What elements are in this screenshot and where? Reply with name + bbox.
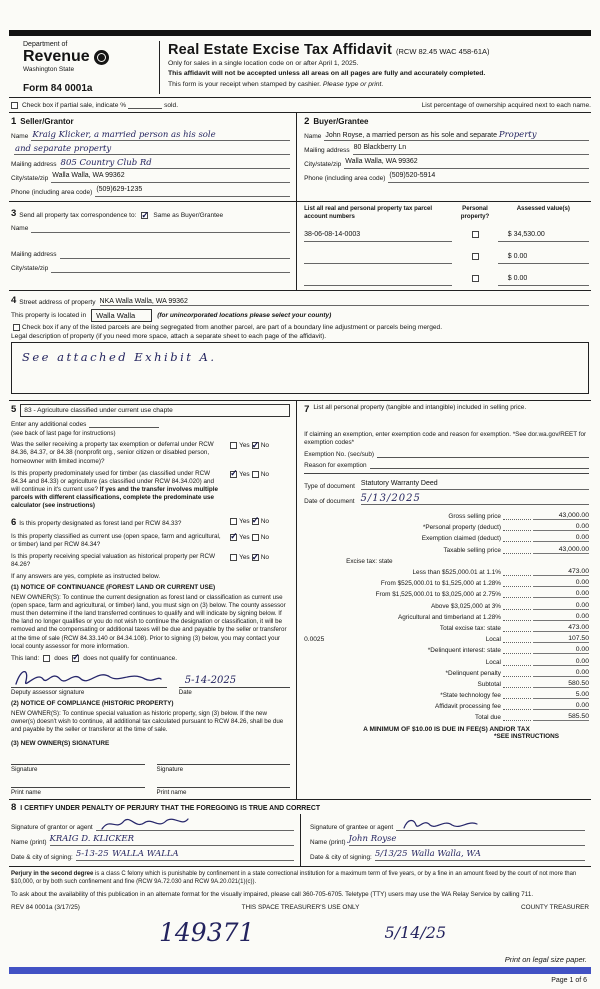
tax-row-label: Excise tax: state	[346, 557, 393, 565]
buyer-title: Buyer/Grantee	[313, 117, 369, 126]
grantor-name-field[interactable]: KRAIG D. KLICKER	[50, 834, 294, 846]
new-owner-print-name-1[interactable]	[11, 779, 145, 788]
section2-number: 2	[304, 116, 310, 127]
personal-property-checkbox[interactable]	[472, 275, 479, 282]
dot-leader	[503, 658, 531, 666]
agency-block	[9, 41, 159, 94]
tax-row-value: 0.00	[533, 590, 589, 598]
street-field[interactable]: NKA Walla Walla, WA 99362	[100, 298, 589, 306]
tax-row-value: 585.50	[533, 713, 589, 721]
segregated-label: Check box if any of the listed parcels are being segregated from another parcel, are part of a boundary line adjustment or parcels being merged.	[22, 324, 443, 332]
same-as-buyer-label: Same as Buyer/Grantee	[153, 212, 224, 219]
additional-codes-field[interactable]	[89, 420, 159, 428]
doc-type-label: Type of document	[304, 482, 355, 490]
tax-row-value: 0.00	[533, 613, 589, 621]
tax-row-label: *Delinquent penalty	[445, 669, 501, 677]
state-line: Washington State	[23, 66, 75, 73]
dot-leader	[503, 568, 531, 576]
tax-row-label: From $1,525,000.01 to $3,025,000 at 2.75%	[375, 591, 501, 599]
left-column: 5 83 - Agriculture classified under current use chapte Enter any additional codes (see back of last page for instructions) Was the seller receiving a property tax exemption or deferral under RCW 84.36, 84.37, or 84.38 (nonprofit org., senior citizen or disabled person, homeowner with limited income)? Yes ✓ No Is this property predominately used for timber (as classified under RCW 84.34 and 84.33) or agriculture (as classified under RCW 84.34.020) and will continue in it's current use? If yes and the transfer involves multiple parcels with different classifications, complete the predominate use calculator (see instructions) ✓ Yes No 6 Is this property designated as forest land per RCW 84.33? Yes ✓ No Is this property classified as current use (open space, farm and agricultural, or timber) land per RCW 84.34? ✓ Yes No Is this property receiving special valuation as historical property per RCW 84.26? Yes ✓ No If any answers are yes, complete as instructed below. (1) NOTICE OF CONTINUANCE (FOREST LAND OR CURRENT USE) NEW OWNER(S): To continue the current designation as forest land or classification as current use (open space, farm and agricultural, or timber) land, you must sign on (3) below. The county assessor must then determine if the land transferred continues to qualify and will indicate by signing below. If the land no longer qualifies or you do not wish to continue the designation or classification, it will be removed and the compensating or additional taxes will be due and payable by the seller or transferor at the time of sale (RCW 84.33.140 or 84.34.108). Prior to signing (3) below, you may contact your local county assessor for more information. This land: does ✓ does not qualify for continuance. Deputy assessor signature 5-14-2025 Date (2) NOTICE OF COMPLIANCE (HISTORIC PROPERTY) NEW OWNER(S): To continue special valuation as historic property, sign (3) below. If the new owner(s) doesn't wish to continue, all additional tax calculated pursuant to RCW 84.26, shall be due and payable by the seller or transferor at the time of sale. (3) NEW OWNER(S) SIGNATURE Signature Signature Print name Print name	[9, 401, 297, 798]
header-note-1: Only for sales in a single location code on or after April 1, 2025.	[168, 60, 359, 67]
exemption-note: If claiming an exemption, enter exemption code and reason for exemption. *See dor.wa.gov/REET for exemption codes*	[304, 430, 587, 446]
doc-date-field[interactable]: 5/13/2025	[361, 493, 589, 505]
tax-row-value: 0.00	[533, 579, 589, 587]
seller-title: Seller/Grantor	[20, 117, 74, 126]
correspondence-label: Send all property tax correspondence to:	[19, 212, 137, 219]
tax-row	[304, 565, 589, 576]
located-county-box[interactable]: Walla Walla	[91, 309, 152, 322]
partial-percent-field[interactable]	[128, 101, 162, 109]
grantee-signature-line[interactable]	[396, 818, 585, 831]
new-owner-signature-1[interactable]	[11, 755, 145, 765]
s7-intro: List all personal property (tangible and intangible) included in selling price.	[313, 404, 527, 412]
tax-row	[304, 509, 589, 520]
dot-leader	[503, 702, 531, 710]
bottom-scan-bar	[9, 967, 591, 974]
tax-table	[304, 509, 589, 722]
tax-row	[304, 666, 589, 677]
tax-row-label: Agricultural and timberland at 1.28%	[397, 613, 501, 621]
print-note: Print on legal size paper.	[504, 954, 587, 964]
seller-phone-label: Phone (including area code)	[11, 189, 93, 196]
main-columns	[9, 401, 591, 799]
tax-row	[304, 598, 589, 609]
dot-leader	[503, 691, 531, 699]
perjury-warning: Perjury in the second degree is a class C felony which is punishable by confinement in a state correctional institution for a maximum term of five years, or by a fine in an amount fixed by the court of not more than $10,000, or by both such confinement and fine (RCW 9A.72.030 and RCW 9A.20.021(1)(c)).	[11, 870, 577, 885]
new-owner-print-name-2[interactable]	[157, 779, 291, 788]
minimum-due-note: A MINIMUM OF $10.00 IS DUE IN FEE(S) AND/OR TAX	[363, 726, 530, 734]
deputy-assessor-signature	[13, 666, 163, 690]
dot-leader	[503, 613, 531, 621]
deputy-assessor-label: Deputy assessor signature	[11, 688, 85, 696]
dot-leader	[503, 713, 531, 721]
tax-row-value: 0.00	[533, 602, 589, 610]
tax-row-value: 580.50	[533, 680, 589, 688]
dept-line: Department of	[23, 41, 68, 48]
form-number: Form 84 0001a	[23, 83, 93, 94]
deputy-date-line[interactable]	[179, 672, 290, 688]
grantor-signing-block	[9, 814, 300, 866]
seller-city-label: City/state/zip	[11, 175, 49, 182]
located-note: (for unincorporated locations please select your county)	[157, 312, 332, 320]
dot-leader	[503, 680, 531, 688]
deputy-date-value: 5-14-2025	[184, 674, 237, 686]
tax-row-label: Less than $525,000.01 at 1.1%	[412, 569, 501, 577]
tax-row-value: 0.00	[533, 669, 589, 677]
segregated-checkbox[interactable]	[13, 324, 20, 331]
parcel-row	[304, 224, 589, 242]
section3-number: 3	[11, 208, 17, 219]
partial-sold-label: sold.	[164, 101, 179, 109]
dot-leader	[503, 635, 531, 643]
land-qualify-row: This land: does ✓ does not qualify for continuance.	[11, 655, 290, 662]
tax-row	[304, 677, 589, 688]
dot-leader	[503, 669, 531, 677]
corr-name-label: Name	[11, 225, 29, 232]
parcel-col3-header: Assessed value(s)	[516, 205, 570, 212]
dot-leader	[503, 512, 531, 520]
rev-number: REV 84 0001a (3/17/25)	[11, 903, 80, 911]
parcel-col1-header: List all real and personal property tax parcel account numbers	[304, 205, 433, 220]
header-note-2: This affidavit will not be accepted unless all areas on all pages are fully and accurately completed.	[168, 70, 486, 78]
tax-row-label: Local	[485, 636, 501, 644]
certification-section	[9, 800, 591, 867]
land-does-checkbox[interactable]	[43, 655, 50, 662]
deputy-assessor-signature-line[interactable]	[11, 672, 167, 688]
right-column	[297, 401, 591, 798]
tax-row-label: Taxable selling price	[443, 546, 501, 554]
s6-q2-text: Is this property classified as current use (open space, farm and agricultural, or timber) land per RCW 84.34?	[11, 532, 221, 549]
s6-q1-no-checkbox[interactable]	[252, 518, 259, 525]
personal-property-checkbox[interactable]	[472, 231, 479, 238]
header-note-3: This form is your receipt when stamped by cashier. Please type or print.	[168, 80, 384, 88]
s5-q1-text: Was the seller receiving a property tax exemption or deferral under RCW 84.36, 84.37, or 84.38 (nonprofit org., senior citizen or disabled person, homeowner with limited income)?	[11, 441, 214, 465]
tax-row	[304, 542, 589, 553]
tax-row	[304, 587, 589, 598]
s6-q1-yes-checkbox[interactable]	[230, 518, 237, 525]
property-section	[9, 291, 591, 401]
notice3-title: (3) NEW OWNER(S) SIGNATURE	[11, 739, 110, 747]
tax-row-value: 0.00	[533, 523, 589, 531]
buyer-name-field[interactable]: John Royse, a married person as his sole and separate Property	[324, 130, 589, 141]
agency-name: Revenue	[23, 48, 90, 65]
s6-q2-no-checkbox[interactable]	[252, 534, 259, 541]
s6-q2-yes-checkbox[interactable]	[230, 534, 237, 541]
legal-description-label: Legal description of property (if you need more space, attach a separate sheet to each page of the affidavit).	[11, 333, 327, 341]
tax-row-label: Exemption claimed (deduct)	[421, 535, 501, 543]
local-rate: 0.0025	[304, 636, 325, 644]
tax-row	[304, 554, 589, 565]
parcel-number-field[interactable]	[304, 275, 452, 286]
form-title-ref: (RCW 82.45 WAC 458-61A)	[396, 47, 490, 56]
certify-statement: I CERTIFY UNDER PENALTY OF PERJURY THAT THE FOREGOING IS TRUE AND CORRECT	[20, 804, 321, 812]
exemption-no-field[interactable]	[377, 450, 589, 458]
ownership-percent-note: List percentage of ownership acquired next to each name.	[421, 101, 591, 109]
grantee-name-label: Name (print)	[310, 838, 346, 846]
additional-codes-note: (see back of last page for instructions)	[11, 430, 116, 438]
tax-row-label: Local	[485, 658, 501, 666]
corr-mailing-field[interactable]	[60, 248, 291, 259]
tax-row-label: Subtotal	[477, 680, 501, 688]
additional-codes-label: Enter any additional codes	[11, 421, 87, 429]
partial-sale-label: Check box if partial sale, indicate %	[22, 101, 127, 109]
buyer-mailing-field[interactable]: 80 Blackberry Ln	[353, 144, 589, 155]
tax-row	[304, 710, 589, 721]
s5-q2-text: Is this property predominately used for timber (as classified under RCW 84.34 and 84.33) or agriculture (as classified under RCW 84.34.020) and will continue in it's current use? If yes and the transfer involves multiple parcels with different classifications, complete the predominate use calculator (see instructions)	[11, 469, 218, 510]
tax-row-value: 107.50	[533, 635, 589, 643]
tax-row-label: From $525,000.01 to $1,525,000 at 1.28%	[380, 580, 501, 588]
exemption-reason-label: Reason for exemption	[304, 461, 367, 469]
same-as-buyer-checkbox[interactable]	[141, 212, 148, 219]
tax-row-value: 0.00	[533, 658, 589, 666]
personal-property-checkbox[interactable]	[472, 253, 479, 260]
treasurer-stamp-area	[9, 911, 591, 955]
title-block	[159, 41, 591, 94]
s6-instruction: If any answers are yes, complete as instructed below.	[11, 572, 161, 580]
dot-leader	[503, 534, 531, 542]
receipt-date: 5/14/25	[384, 923, 447, 943]
dot-leader	[503, 590, 531, 598]
tax-row-value: 0.00	[533, 646, 589, 654]
revenue-logo-icon	[94, 50, 109, 65]
tax-row-label: *State technology fee	[440, 692, 501, 700]
buyer-column	[297, 113, 591, 201]
grantor-signature	[100, 816, 190, 832]
parties-section	[9, 113, 591, 202]
tax-row-label: Total excise tax: state	[439, 624, 501, 632]
s6-q3-yes-checkbox[interactable]	[230, 554, 237, 561]
buyer-city-field[interactable]: Walla Walla, WA 99362	[344, 158, 589, 169]
tax-row	[304, 610, 589, 621]
buyer-name-label: Name	[304, 133, 322, 140]
grantee-signing-block	[300, 814, 591, 866]
parcel-col2-header: Personal property?	[460, 205, 490, 220]
doc-type-field[interactable]: Statutory Warranty Deed	[361, 480, 589, 490]
parcel-number-field[interactable]	[304, 253, 452, 264]
tax-row	[304, 654, 589, 665]
notice1-body: NEW OWNER(S): To continue the current designation as forest land or classification as current use (open space, farm and agricultural, or timber) land, you must sign on (3) below. The county assessor must then determine if the land transferred continues to qualify and will indicate by signing below. If the land no longer qualifies or you do not wish to continue the designation or classification, it will be removed and the compensating or additional taxes will be due and payable by the seller or transferor at the time of sale (RCW 84.33.140 or 84.34.108). Prior to signing (3) below, you may contact your local county assessor for more information.	[11, 593, 287, 650]
parcel-row	[304, 268, 589, 286]
assessed-value-field[interactable]: $ 0.00	[498, 275, 589, 286]
tax-row-label: *Delinquent interest: state	[427, 647, 501, 655]
parcel-table-column	[297, 202, 591, 290]
seller-mailing-field[interactable]: 805 Country Club Rd	[60, 158, 291, 169]
buyer-mailing-label: Mailing address	[304, 147, 350, 154]
grantee-date-label: Date & city of signing:	[310, 853, 372, 861]
grantee-sig-label: Signature of grantee or agent	[310, 823, 394, 831]
partial-sale-row	[9, 98, 591, 113]
tax-row-value: 0.00	[533, 534, 589, 542]
tax-row	[304, 531, 589, 542]
tax-row-label: Affidavit processing fee	[435, 703, 501, 711]
land-use-code-select[interactable]: 83 - Agriculture classified under current use chapte	[20, 404, 290, 417]
corr-city-field[interactable]	[51, 262, 290, 273]
partial-sale-checkbox[interactable]	[11, 102, 18, 109]
grantee-signature	[400, 816, 480, 832]
grantor-name-label: Name (print)	[11, 838, 47, 846]
tax-row-label: Above $3,025,000 at 3%	[430, 602, 501, 610]
county-treasurer-label: COUNTY TREASURER	[521, 903, 589, 911]
assessed-value-field[interactable]: $ 34,530.00	[498, 231, 589, 242]
s5-q2-no-checkbox[interactable]	[252, 471, 259, 478]
correspondence-section	[9, 202, 591, 291]
corr-name-field[interactable]	[31, 222, 290, 233]
tax-row	[304, 699, 589, 710]
dot-leader	[503, 523, 531, 531]
rev-row	[9, 900, 591, 911]
corr-city-label: City/state/zip	[11, 265, 49, 272]
tax-row	[304, 688, 589, 699]
tax-row	[304, 520, 589, 531]
dot-leader	[503, 646, 531, 654]
tax-row-label: *Personal property (deduct)	[422, 524, 501, 532]
corr-mailing-label: Mailing address	[11, 251, 57, 258]
personal-property-list-field[interactable]	[304, 417, 589, 429]
tax-row-value: 473.00	[533, 624, 589, 632]
s5-q1-yes-checkbox[interactable]	[230, 442, 237, 449]
s5-q2-yes-checkbox[interactable]	[230, 471, 237, 478]
dot-leader	[503, 602, 531, 610]
tax-row-value: 5.00	[533, 691, 589, 699]
deputy-date-label: Date	[178, 688, 192, 696]
see-instructions-note: *SEE INSTRUCTIONS	[494, 733, 559, 741]
parcel-row	[304, 246, 589, 264]
tax-row-label: Total due	[475, 714, 501, 722]
section8-number: 8	[11, 801, 17, 813]
assessed-value-field[interactable]: $ 0.00	[498, 253, 589, 264]
treasurer-space-label: THIS SPACE TREASURER'S USE ONLY	[241, 903, 360, 911]
section5-number: 5	[11, 404, 17, 416]
grantee-date-field[interactable]: 5/13/25 Walla Walla, WA	[375, 849, 585, 861]
land-does-not-checkbox[interactable]	[72, 655, 79, 662]
exemption-reason-field[interactable]	[370, 461, 589, 469]
tax-row-value: 0.00	[533, 702, 589, 710]
exemption-no-label: Exemption No. (sec/sub)	[304, 450, 375, 458]
s6-q3-text: Is this property receiving special valuation as historical property per RCW 84.26?	[11, 553, 216, 569]
notice2-title: (2) NOTICE OF COMPLIANCE (HISTORIC PROPERTY)	[11, 699, 174, 707]
s6-q3-no-checkbox[interactable]	[252, 554, 259, 561]
notice1-title: (1) NOTICE OF CONTINUANCE (FOREST LAND OR CURRENT USE)	[11, 583, 216, 591]
tax-row-value: 473.00	[533, 568, 589, 576]
s6-q1-text: 6 Is this property designated as forest land per RCW 84.33?	[11, 516, 182, 528]
land-label: This land:	[11, 654, 40, 662]
dot-leader	[503, 546, 531, 554]
grantor-sig-label: Signature of grantor or agent	[11, 823, 93, 831]
buyer-phone-label: Phone (including area code)	[304, 175, 386, 182]
grantor-signature-line[interactable]	[96, 818, 294, 831]
grantor-date-label: Date & city of signing:	[11, 853, 73, 861]
located-label: This property is located in	[11, 312, 87, 320]
street-label: Street address of property	[19, 299, 96, 307]
tax-row-value: 43,000.00	[533, 546, 589, 554]
page-number: Page 1 of 6	[551, 976, 587, 984]
seller-city-field[interactable]: Walla Walla, WA 99362	[51, 172, 290, 183]
parcel-number-field[interactable]: 38-06-08-14-0003	[304, 231, 452, 242]
tax-row	[304, 576, 589, 587]
dot-leader	[503, 624, 531, 632]
form-header	[9, 36, 591, 98]
accessibility-note: To ask about the availability of this publication in an alternate format for the visually impaired, please call 360-705-6705. Teletype (TTY) users may use the WA Relay Service by calling 711.	[11, 890, 534, 898]
tax-row	[304, 621, 589, 632]
seller-name-field-2[interactable]: and separate property	[14, 144, 290, 155]
form-title: Real Estate Excise Tax Affidavit	[168, 42, 392, 58]
grantor-date-field[interactable]: 5-13-25 WALLA WALLA	[76, 849, 294, 861]
section7-number: 7	[304, 404, 310, 416]
tax-row	[304, 643, 589, 654]
tax-row-value: 43,000.00	[533, 512, 589, 520]
s5-q1-no-checkbox[interactable]	[252, 442, 259, 449]
section1-number: 1	[11, 116, 17, 127]
seller-column	[9, 113, 297, 201]
legal-description-field[interactable]: See attached Exhibit A.	[11, 342, 589, 394]
dot-leader	[503, 579, 531, 587]
grantee-name-field[interactable]: John Royse	[349, 834, 585, 846]
buyer-city-label: City/state/zip	[304, 161, 342, 168]
tax-row	[304, 632, 589, 643]
seller-phone-field[interactable]: (509)629-1235	[95, 186, 290, 197]
divider	[304, 473, 589, 474]
section4-number: 4	[11, 295, 17, 307]
tax-row-label: Gross selling price	[448, 513, 501, 521]
new-owner-signature-2[interactable]	[157, 755, 291, 765]
receipt-number: 149371	[159, 918, 255, 948]
doc-date-label: Date of document	[304, 497, 355, 505]
seller-mailing-label: Mailing address	[11, 161, 57, 168]
parcel-table	[304, 224, 589, 286]
seller-name-label: Name	[11, 133, 29, 140]
notice2-body: NEW OWNER(S): To continue special valuation as historic property, sign (3) below. If the new owner(s) doesn't wish to continue, all additional tax calculated pursuant to RCW 84.26, shall be due and payable by the seller or transferor at the time of sale.	[11, 709, 284, 734]
seller-name-field[interactable]: Kraig Klicker, a married person as his sole	[31, 130, 290, 141]
correspondence-column	[9, 202, 297, 290]
buyer-phone-field[interactable]: (509)520-5914	[388, 172, 589, 183]
